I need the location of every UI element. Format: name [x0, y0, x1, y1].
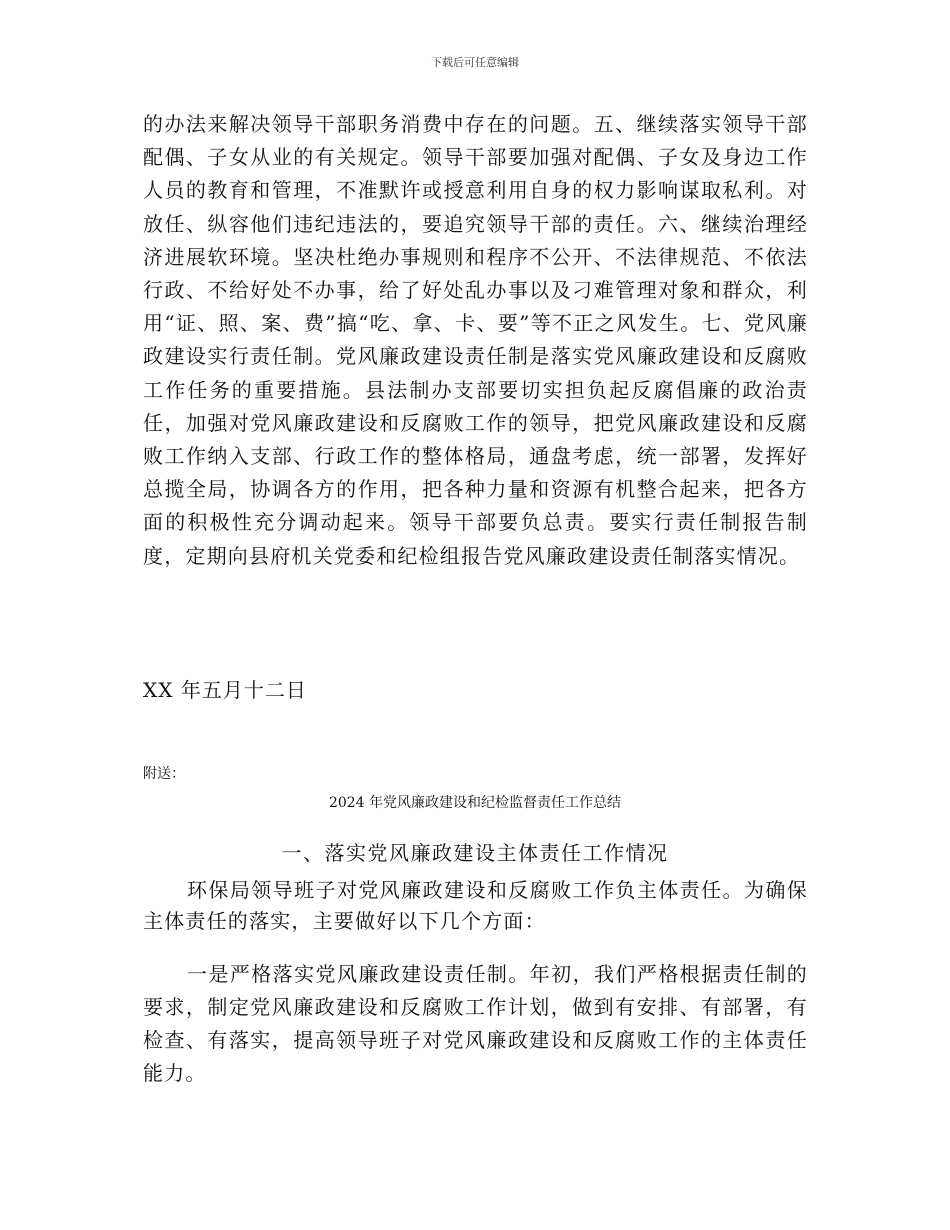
- document-date: XX 年五月十二日: [143, 678, 307, 702]
- attachment-title: 2024 年党风廉政建设和纪检监督责任工作总结: [328, 795, 622, 811]
- page-header-note: 下载后可任意编辑: [431, 56, 519, 69]
- body-paragraph: 环保局领导班子对党风廉政建设和反腐败工作负主体责任。为确保主体责任的落实，主要做好以下几个方面：: [143, 878, 808, 933]
- body-paragraph: 一是严格落实党风廉政建设责任制。年初，我们严格根据责任制的要求，制定党风廉政建设和反腐败工作计划，做到有安排、有部署，有检查、有落实，提高领导班子对党风廉政建设和反腐败工作的主体责任能力。: [143, 962, 808, 1085]
- attachment-label: 附送：: [143, 766, 185, 782]
- continuation-paragraph: 的办法来解决领导干部职务消费中存在的问题。五、继续落实领导干部配偶、子女从业的有关规定。领导干部要加强对配偶、子女及身边工作人员的教育和管理，不准默许或授意利用自身的权力影响谋取私利。对放任、纵容他们违纪违法的，要追究领导干部的责任。六、继续治理经济进展软环境。坚决杜绝办事规则和程序不公开、不法律规范、不依法行政、不给好处不办事，给了好处乱办事以及刁难管理对象和群众，利用“证、照、案、费”搞“吃、拿、卡、要”等不正之风发生。七、党风廉政建设实行责任制。党风廉政建设责任制是落实党风廉政建设和反腐败工作任务的重要措施。县法制办支部要切实担负起反腐倡廉的政治责任，加强对党风廉政建设和反腐败工作的领导，把党风廉政建设和反腐败工作纳入支部、行政工作的整体格局，通盘考虑，统一部署，发挥好总揽全局，协调各方的作用，把各种力量和资源有机整合起来，把各方面的积极性充分调动起来。领导干部要负总责。要实行责任制报告制度，定期向县府机关党委和纪检组报告党风廉政建设责任制落实情况。: [143, 112, 808, 568]
- section-heading: 一、落实党风廉政建设主体责任工作情况: [281, 841, 669, 865]
